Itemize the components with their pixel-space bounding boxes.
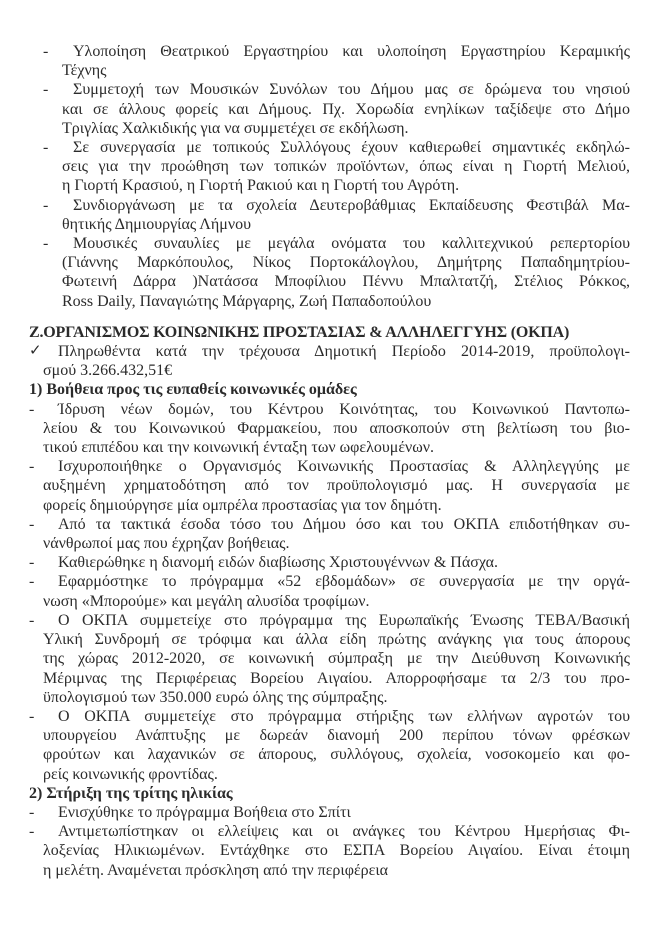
- text-line: Ο ΟΚΠΑ συμμετείχε στο πρόγραμμα της Ευρωπαϊκής Ένωσης ΤΕΒΑ/Βασική: [58, 611, 630, 629]
- text-line: νωση «Μπορούμε» και μεγάλη αλυσίδα τροφίμων.: [43, 592, 370, 610]
- text-line: η μελέτη. Αναμένεται πρόσκληση από την περιφέρεια: [43, 861, 389, 879]
- text-line: Αντιμετωπίστηκαν οι ελλείψεις και οι ανάγκες του Κέντρου Ημερήσιας Φι-: [58, 823, 630, 841]
- text-line: νάνθρωποί μας που έχρηζαν βοήθειας.: [43, 535, 290, 553]
- text-line: τικού επιπέδου και την κοινωνική ένταξη των ωφελουμένων.: [43, 439, 435, 457]
- text-line: υπουργείου Ανάπτυξης με δωρεάν διανομή 200 περίπου τόνων φρέσκων: [43, 727, 630, 745]
- bullet-list: [29, 42, 630, 311]
- section-heading: Ζ.ΟΡΓΑΝΙΣΜΟΣ ΚΟΙΝΩΝΙΚΗΣ ΠΡΟΣΤΑΣΙΑΣ & ΑΛΛΗΛΕΓΓΥΗΣ (ΟΚΠΑ): [29, 323, 570, 341]
- text-line: Σε συνεργασία με τοπικούς Συλλόγους έχουν καθιερωθεί σημαντικές εκδηλώ-: [73, 139, 630, 157]
- dash-bullet-icon: -: [29, 823, 35, 841]
- text-line: θητικής Δημιουργίας Λήμνου: [62, 215, 252, 233]
- text-line: ρείς κοινωνικής φροντίδας.: [43, 765, 218, 783]
- text-line: Μέριμνας της Περιφέρειας Βορείου Αιγαίου. Απορροφήσαμε τα 2/3 του προ-: [43, 669, 630, 687]
- text-line: λείου & του Κοινωνικού Φαρμακείου, που αποσκοπούν στη βελτίωση του βιο-: [43, 419, 630, 437]
- text-line: η Γιορτή Κρασιού, η Γιορτή Ρακιού και η Γιορτή του Αγρότη.: [62, 177, 460, 195]
- text-line: Συνδιοργάνωση με τα σχολεία Δευτεροβάθμιας Εκπαίδευσης Φεστιβάλ Μα-: [73, 196, 630, 214]
- bullet-list: [29, 400, 630, 784]
- list-item: [29, 138, 630, 196]
- list-item: [29, 611, 630, 707]
- bullet-list: [29, 342, 630, 380]
- list-item: [29, 196, 630, 234]
- list-item: [29, 342, 630, 380]
- list-item: [29, 457, 630, 515]
- text-line: Υλική Συνδρομή σε τρόφιμα και άλλα είδη πρώτης ανάγκης για τους άπορους: [43, 631, 630, 649]
- text-line: και σε άλλους φορείς και Δήμους. Πχ. Χορωδία ενηλίκων ταξίδεψε στο Δήμο: [62, 100, 630, 118]
- dash-bullet-icon: -: [29, 573, 35, 591]
- list-item: [29, 80, 630, 138]
- text-line: αυξημένη χρηματοδότηση από τον προϋπολογισμό μας. Η συνεργασία με: [43, 477, 630, 495]
- text-line: Ενισχύθηκε το πρόγραμμα Βοήθεια στο Σπίτι: [58, 803, 351, 821]
- text-line: Συμμετοχή των Μουσικών Συνόλων του Δήμου μας σε δρώμενα του νησιού: [73, 81, 630, 99]
- text-line: Ross Daily, Παναγιώτης Μάργαρης, Ζωή Παπαδοπούλου: [62, 292, 432, 310]
- text-line: φορείς δημιούργησε μία ομπρέλα προστασίας για τον δημότη.: [43, 496, 442, 514]
- dash-bullet-icon: -: [43, 43, 49, 60]
- dash-bullet-icon: -: [29, 611, 35, 629]
- dash-bullet-icon: -: [29, 554, 35, 572]
- text-line: Μουσικές συναυλίες με μεγάλα ονόματα του καλλιτεχνικού ρεπερτορίου: [73, 235, 630, 253]
- list-item: [29, 553, 630, 572]
- text-line: Ισχυροποιήθηκε ο Οργανισμός Κοινωνικής Προστασίας & Αλληλεγγύης με: [58, 458, 630, 476]
- dash-bullet-icon: -: [43, 139, 49, 157]
- text-line: σμού 3.266.432,51€: [43, 362, 173, 380]
- list-item: [29, 572, 630, 610]
- list-item: [29, 234, 630, 311]
- dash-bullet-icon: -: [29, 400, 35, 418]
- dash-bullet-icon: -: [29, 515, 35, 533]
- document-content: [29, 42, 630, 880]
- text-line: Από τα τακτικά έσοδα τόσο του Δήμου όσο και του ΟΚΠΑ επιδοτήθηκαν συ-: [58, 515, 630, 533]
- dash-bullet-icon: -: [29, 707, 35, 725]
- text-line: Τριγλίας Χαλκιδικής για να συμμετέχει σε εκδήλωση.: [62, 119, 409, 137]
- checkmark-icon: ✓: [29, 343, 42, 360]
- text-line: Ίδρυση νέων δομών, του Κέντρου Κοινότητας, του Κοινωνικού Παντοπω-: [58, 400, 630, 418]
- dash-bullet-icon: -: [29, 803, 35, 821]
- text-line: Πληρωθέντα κατά την τρέχουσα Δημοτική Περίοδο 2014-2019, προϋπολογι-: [58, 343, 630, 361]
- dash-bullet-icon: -: [43, 235, 49, 253]
- text-line: σεις για την προώθηση των τοπικών προϊόντων, όπως είναι η Γιορτή Μελιού,: [62, 158, 630, 176]
- list-item: [29, 822, 630, 880]
- text-line: Υλοποίηση Θεατρικού Εργαστηρίου και υλοποίηση Εργαστηρίου Κεραμικής: [73, 43, 630, 60]
- list-item: [29, 515, 630, 553]
- subsection-heading: 1) Βοήθεια προς τις ευπαθείς κοινωνικές ομάδες: [29, 381, 357, 399]
- text-line: Τέχνης: [62, 62, 107, 80]
- text-line: της χώρας 2012-2020, σε κοινωνική σύμπραξη με την Διεύθυνση Κοινωνικής: [43, 650, 630, 668]
- text-line: (Γιάννης Μαρκόπουλος, Νίκος Πορτοκάλογλου, Δημήτρης Παπαδημητρίου-: [62, 254, 630, 272]
- text-line: Ο ΟΚΠΑ συμμετείχε στο πρόγραμμα στήριξης των ελλήνων αγροτών του: [58, 707, 630, 725]
- dash-bullet-icon: -: [29, 458, 35, 476]
- text-line: ϋπολογισμού των 350.000 ευρώ όλης της σύμπραξης.: [43, 688, 388, 706]
- text-line: φρούτων και λαχανικών σε άπορους, συλλόγους, σχολεία, νοσοκομείο και φο-: [43, 746, 630, 764]
- dash-bullet-icon: -: [43, 196, 49, 214]
- list-item: [29, 803, 630, 822]
- list-item: [29, 400, 630, 458]
- subsection-heading: 2) Στήριξη της τρίτης ηλικίας: [29, 784, 233, 802]
- text-line: Καθιερώθηκε η διανομή ειδών διαβίωσης Χριστουγέννων & Πάσχα.: [58, 554, 498, 572]
- list-item: [29, 707, 630, 784]
- list-item: [29, 42, 630, 80]
- text-line: Εφαρμόστηκε το πρόγραμμα «52 εβδομάδων» σε συνεργασία με την οργά-: [58, 573, 630, 591]
- text-line: Φωτεινή Δάρρα )Νατάσσα Μποφίλιου Πέννυ Μπαλτατζή, Στέλιος Ρόκκος,: [62, 273, 630, 291]
- bullet-list: [29, 803, 630, 880]
- dash-bullet-icon: -: [43, 81, 49, 99]
- text-line: λοξενίας Ηλικιωμένων. Εντάχθηκε στο ΕΣΠΑ Βορείου Αιγαίου. Είναι έτοιμη: [43, 842, 630, 860]
